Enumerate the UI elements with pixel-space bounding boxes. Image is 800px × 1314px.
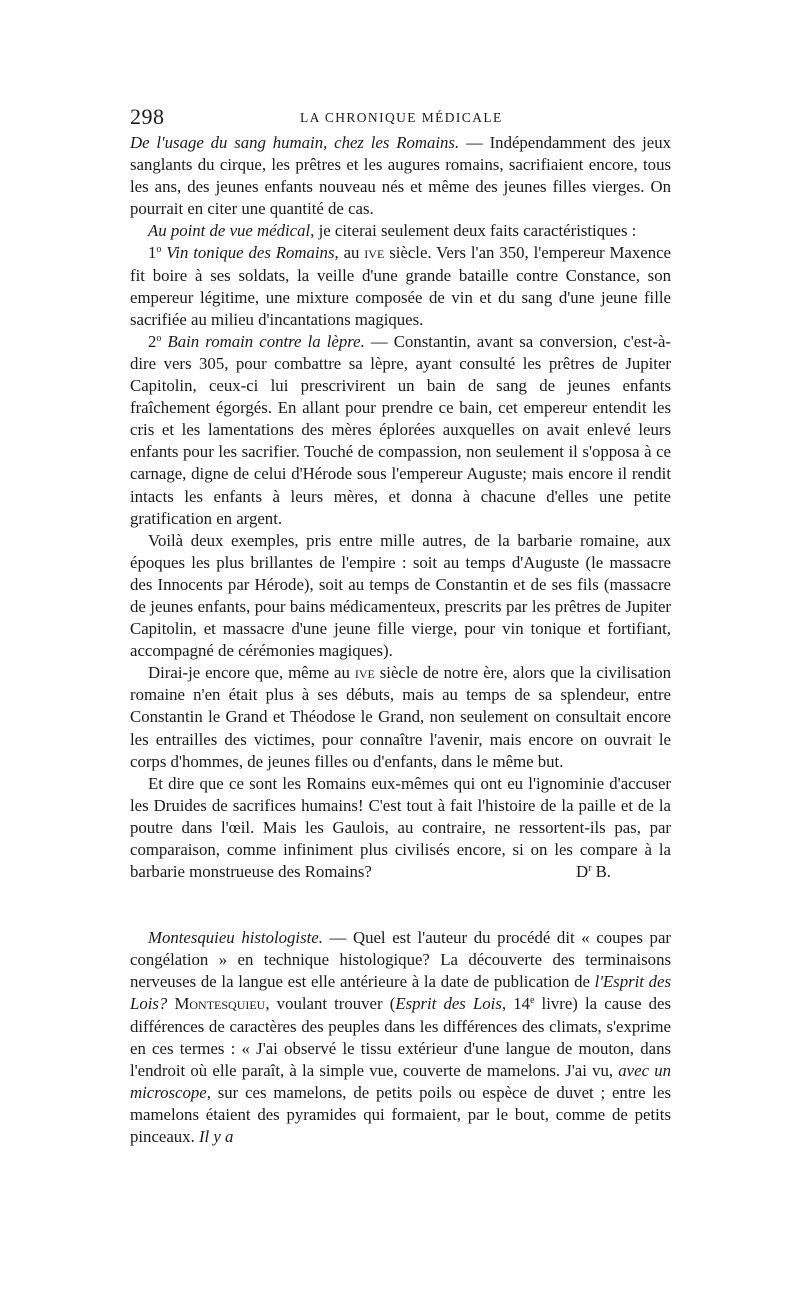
item-number: 1 xyxy=(148,243,157,263)
article-title: Montesquieu histologiste. xyxy=(148,928,323,948)
paragraph-text: siècle. Vers l'an 350, l'empereur Maxence fit boire à ses soldats, la veille d'une grande bataille contre Constance, son empereur légitime, une mixture composée de vin et du sang d'une jeune fille sacrifiée au milieu d'incantations magiques. xyxy=(130,243,671,329)
signature-sup: r xyxy=(588,863,592,875)
century-numeral: ive xyxy=(364,243,385,263)
century-numeral: ive xyxy=(354,663,375,683)
item-title: Bain romain contre la lèpre. xyxy=(167,331,365,351)
article-paragraph xyxy=(130,242,671,330)
article-paragraph xyxy=(130,662,671,772)
article-paragraph xyxy=(130,773,671,883)
running-title: LA CHRONIQUE MÉDICALE xyxy=(300,110,503,125)
paragraph-text: Dirai-je encore que, même au xyxy=(148,663,355,683)
article-paragraph xyxy=(130,927,671,1148)
item-number: 2 xyxy=(148,331,157,351)
book-ordinal: e xyxy=(529,995,535,1007)
item-degree: o xyxy=(156,244,162,256)
paragraph-text: — Constantin, avant sa conversion, c'est-à-dire vers 305, pour combattre sa lèpre, ayant consulté les prêtres de Jupiter Capitolin, ceux-ci lui prescrivirent un bain de sang de jeunes enfants fraîchement égorgés. En allant pour prendre ce bain, cet empereur entendit les cris et les lamentations des mères éplorées auxquelles on avait enlevé leurs enfants pour les sacrifier. Touché de compassion, non seulement il s'opposa à ce carnage, digne de celui d'Hérode sous l'empereur Auguste; mais encore il rendit intacts les enfants à leurs mères, et donna à chacune d'elles une petite gratification en argent. xyxy=(130,331,671,528)
paragraph-text: livre) la cause des différences de caractères des peuples dans les différences des climats, s'exprime en ces termes : « J'ai observé le tissu extérieur d'une langue de mouton, dans l'endroit où elle paraît, à la simple vue, couverte de mamelons. J'ai vu, xyxy=(130,994,672,1080)
signature-prefix: D xyxy=(575,862,589,882)
paragraph-text: au xyxy=(338,243,365,263)
page-number: 298 xyxy=(130,104,165,129)
page-header xyxy=(130,104,680,132)
paragraph-text: — Quel est l'auteur du procédé dit « coupes par congélation » en technique histologique? La découverte des terminaisons nerveuses de la langue est elle antérieure à la date de publication de xyxy=(130,928,671,992)
paragraph-text: — Indépendamment des jeux sanglants du cirque, les prêtres et les augures romains, sacrifiaient encore, tous les ans, des jeunes enfants nouveau nés et même des jeunes filles vierges. On pourrait en citer une quantité de cas. xyxy=(130,133,671,219)
paragraph-text: sur ces mamelons, de petits poils ou espèce de duvet ; entre les mamelons étaient des pyramides qui formaient, par le bout, comme de petits pinceaux. xyxy=(130,1082,671,1147)
item-title: Vin tonique des Romains, xyxy=(166,243,339,263)
paragraph-text: , voulant trouver ( xyxy=(265,994,396,1014)
trailing-text: Il y a xyxy=(198,1127,234,1147)
signature-name: B. xyxy=(591,862,611,882)
article-paragraph xyxy=(130,132,671,220)
work-title: Esprit des Lois xyxy=(395,994,502,1014)
author-signature xyxy=(558,861,611,883)
paragraph-text: Et dire que ce sont les Romains eux-mêmes qui ont eu l'ignominie d'accuser les Druides de sacrifices humains! C'est tout à fait l'histoire de la paille et de la poutre dans l'œil. Mais les Gaulois, au contraire, ne ressortent-ils pas, par comparaison, comme infiniment plus civilisés encore, si on les compare à la barbarie monstrueuse des Romains? xyxy=(130,773,671,882)
article-paragraph: Voilà deux exemples, pris entre mille autres, de la barbarie romaine, aux époques les plus brillantes de l'empire : soit au temps d'Auguste (le massacre des Innocents par Hérode), soit au temps de Constantin et de ses fils (massacre de jeunes enfants, pour bains médicamenteux, prescrits par les prêtres de Jupiter Capitolin, et massacre d'une jeune fille vierge, pour vin tonique et fortifiant, accompagné de cérémonies magiques). xyxy=(130,530,671,661)
article-paragraph xyxy=(130,331,671,530)
article-paragraph xyxy=(130,220,671,242)
paragraph-text: siècle de notre ère, alors que la civilisation romaine n'en était plus à ses débuts, mais au temps de sa splendeur, entre Constantin le Grand et Théodose le Grand, non seulement on consultait encore les entrailles des victimes, pour connaître l'avenir, mais encore on ouvrait le corps d'hommes, de jeunes filles ou d'enfants, dans le même but. xyxy=(130,663,672,771)
emphasis-text: avec un microscope, xyxy=(130,1060,671,1102)
paragraph-text: , 14 xyxy=(501,994,530,1014)
item-degree: o xyxy=(156,332,162,344)
body-text xyxy=(130,132,671,1148)
paragraph-lead: Au point de vue médical, xyxy=(148,221,315,241)
paragraph-text: je citerai seulement deux faits caractéristiques : xyxy=(314,221,637,241)
article-title: De l'usage du sang humain, chez les Romains. xyxy=(130,133,460,152)
author-name: Montesquieu xyxy=(174,994,266,1014)
work-title: l'Esprit des Lois? xyxy=(130,972,672,1014)
